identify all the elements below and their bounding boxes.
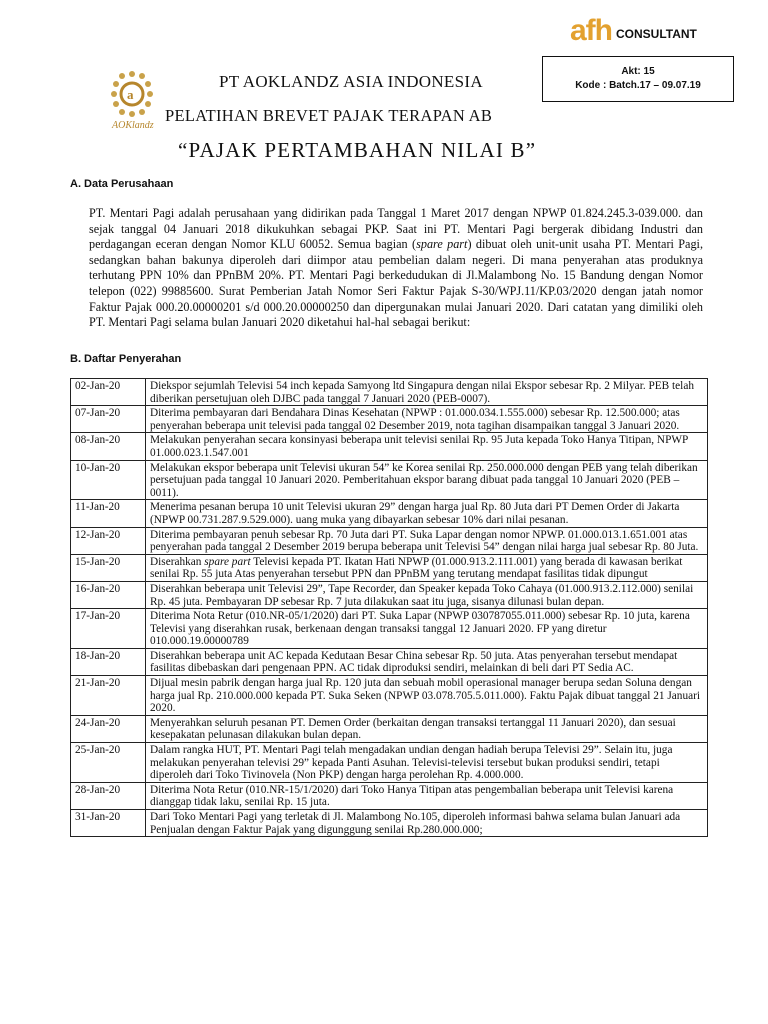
table-row xyxy=(71,527,708,554)
logo-brand: afh xyxy=(570,14,612,47)
row-description: Diserahkan beberapa unit AC kepada Kedutaan Besar China sebesar Rp. 50 juta. Atas penyerahan tersebut mendapat fasilitas dibebaskan dari pengenaan PPN. AC tidak diproduksi sendiri, melainkan di beli dari PT Sedia AC. xyxy=(146,648,708,675)
row-date: 17-Jan-20 xyxy=(71,609,146,649)
paragraph-italic: spare part xyxy=(416,237,468,252)
row-date: 15-Jan-20 xyxy=(71,554,146,581)
left-logo-label: AOKlandz xyxy=(112,120,154,131)
table-row xyxy=(71,648,708,675)
document-title: “PAJAK PERTAMBAHAN NILAI B” xyxy=(178,138,537,162)
row-date: 10-Jan-20 xyxy=(71,460,146,500)
row-description xyxy=(146,554,708,581)
batch-code-box xyxy=(542,56,734,102)
row-date: 08-Jan-20 xyxy=(71,433,146,460)
row-date: 16-Jan-20 xyxy=(71,581,146,608)
table-row xyxy=(71,609,708,649)
row-date: 11-Jan-20 xyxy=(71,500,146,527)
table-row xyxy=(71,500,708,527)
row-description: Diterima Nota Retur (010.NR-05/1/2020) dari PT. Suka Lapar (NPWP 030787055.011.000) sebesar Rp. 10 juta, karena Televisi yang diserahkan rusak, berkenaan dengan transaksi tanggal 12 Januari 2020. FP yang diretur 010.000.19.00000789 xyxy=(146,609,708,649)
svg-text:a: a xyxy=(127,87,134,102)
delivery-table xyxy=(70,378,708,837)
row-description: Diekspor sejumlah Televisi 54 inch kepada Samyong ltd Singapura dengan nilai Ekspor sebesar Rp. 2 Milyar. PEB telah diberikan persetujuan oleh DJBC pada tanggal 7 Januari 2020 (PEB-0007). xyxy=(146,379,708,406)
row-date: 31-Jan-20 xyxy=(71,810,146,837)
table-row xyxy=(71,433,708,460)
batch-code: Kode : Batch.17 – 09.07.19 xyxy=(575,80,701,91)
table-row xyxy=(71,743,708,783)
training-title: PELATIHAN BREVET PAJAK TERAPAN AB xyxy=(165,106,493,125)
row-description: Dijual mesin pabrik dengan harga jual Rp. 120 juta dan sebuah mobil operasional manager berupa sedan Soluna dengan harga jual Rp. 210.000.000 kepada PT. Suka Seken (NPWP 03.078.705.5.011.000). Faktu Pajak dibuat tanggal 21 Januari 2020. xyxy=(146,676,708,716)
row-date: 25-Jan-20 xyxy=(71,743,146,783)
table-row xyxy=(71,379,708,406)
table-row xyxy=(71,406,708,433)
table-row xyxy=(71,676,708,716)
row-date: 18-Jan-20 xyxy=(71,648,146,675)
section-b-title: B. Daftar Penyerahan xyxy=(70,353,182,365)
row-text-italic: spare part xyxy=(204,555,251,568)
company-name: PT AOKLANDZ ASIA INDONESIA xyxy=(219,72,483,91)
row-date: 12-Jan-20 xyxy=(71,527,146,554)
row-description: Diserahkan beberapa unit Televisi 29”, Tape Recorder, dan Speaker kepada Toko Cahaya (01.000.913.2.112.000) senilai Rp. 45 juta. Pembayaran DP sebesar Rp. 7 juta dilakukan saat itu juga, sisanya dilunasi bulan depan. xyxy=(146,581,708,608)
table-row xyxy=(71,782,708,809)
row-description: Diterima Nota Retur (010.NR-15/1/2020) dari Toko Hanya Titipan atas pengembalian beberapa unit Televisi karena dianggap tidak laku, senilai Rp. 15 juta. xyxy=(146,782,708,809)
row-description: Dalam rangka HUT, PT. Mentari Pagi telah mengadakan undian dengan hadiah berupa Televisi 29”. Selain itu, juga melakukan penyerahan televisi 29” kepada Panti Asuhan. Televisi-televisi tersebut bukan produksi sendiri, tetapi diperoleh dari Toko Tivinovela (Non PKP) dengan harga perolehan Rp. 4.000.000. xyxy=(146,743,708,783)
row-date: 02-Jan-20 xyxy=(71,379,146,406)
row-text-prefix: Diserahkan xyxy=(150,555,205,568)
row-description: Menyerahkan seluruh pesanan PT. Demen Order (berkaitan dengan transaksi tertanggal 11 Januari 2020), dan sesuai kesepakatan pelunasan dilakukan bulan depan. xyxy=(146,715,708,742)
afh-consultant-logo-icon xyxy=(570,14,697,48)
paragraph-part-1: PT. Mentari Pagi adalah perusahaan yang didirikan pada Tanggal 1 Maret 2017 dengan NPWP 01.824.245.3-039.000. dan sejak tanggal 04 Januari 2018 dikukuhkan sebagai PKP. Saat ini PT. Mentari Pagi bergerak dibidang Industri dan perdagangan eceran dengan Nomor KLU 60052. Semua bagian ( xyxy=(89,206,703,252)
row-description: Melakukan ekspor beberapa unit Televisi ukuran 54” ke Korea senilai Rp. 250.000.000 dengan PEB yang telah diberikan persetujuan pada tanggal 10 Januari 2020. Pemberitahuan ekspor barang dibuat pada tanggal 10 Januari 2020 (PEB – 0011). xyxy=(146,460,708,500)
row-date: 21-Jan-20 xyxy=(71,676,146,716)
row-date: 07-Jan-20 xyxy=(71,406,146,433)
row-description: Melakukan penyerahan secara konsinyasi beberapa unit televisi senilai Rp. 95 Juta kepada Toko Hanya Titipan, NPWP 01.000.023.1.547.001 xyxy=(146,433,708,460)
logo-consultant-text: CONSULTANT xyxy=(616,27,697,41)
table-row xyxy=(71,715,708,742)
section-a-title: A. Data Perusahaan xyxy=(70,178,174,190)
row-description: Diterima pembayaran penuh sebesar Rp. 70 Juta dari PT. Suka Lapar dengan nomor NPWP. 01.000.013.1.651.001 atas penyerahan pada tanggal 2 Desember 2019 berupa beberapa unit Televisi 54” dengan nilai harga jual sebesar Rp. 80 Juta. xyxy=(146,527,708,554)
company-data-paragraph xyxy=(89,206,703,331)
table-row xyxy=(71,810,708,837)
row-description: Menerima pesanan berupa 10 unit Televisi ukuran 29” dengan harga jual Rp. 80 Juta dari PT Demen Order di Jakarta (NPWP 00.731.287.9.529.000). uang muka yang dibayarkan sebesar 10% dari nilai pesanan. xyxy=(146,500,708,527)
row-description: Dari Toko Mentari Pagi yang terletak di Jl. Malambong No.105, diperoleh informasi bahwa selama bulan Januari ada Penjualan dengan Faktur Pajak yang digunggung senilai Rp.280.000.000; xyxy=(146,810,708,837)
row-date: 28-Jan-20 xyxy=(71,782,146,809)
row-text: Televisi kepada PT. Ikatan Hati NPWP (01.000.913.2.111.001) yang berada di kawasan berikat senilai Rp. 55 juta Atas penyerahan tersebut PPN dan PPnBM yang terutang mendapat fasilitas tidak dipungut xyxy=(150,555,683,581)
table-row xyxy=(71,581,708,608)
paragraph-part-2: ) dibuat oleh unit-unit usaha PT. Mentari Pagi, sedangkan bahan bakunya diperoleh dari diimpor atau pembelian dalam negeri. Di mana penyerahan atas produknya terhutang PPN 10% dan PPnBM 20%. PT. Mentari Pagi berkedudukan di Jl.Malambong No. 15 Bandung dengan Nomor telepon (022) 99885600. Surat Pemberian Jatah Nomor Seri Faktur Pajak S-30/WPJ.11/KP.03/2020 dengan jatah nomor Faktur Pajak 000.20.00000201 s/d 000.20.00000250 dan dipergunakan mulai Januari 2020. Dari catatan yang dimiliki oleh PT. Mentari Pagi selama bulan Januari 2020 diketahui hal-hal sebagai berikut: xyxy=(89,237,703,330)
row-description: Diterima pembayaran dari Bendahara Dinas Kesehatan (NPWP : 01.000.034.1.555.000) sebesar Rp. 12.500.000; atas penyerahan beberapa unit televisi pada tanggal 02 Desember 2019, nota tagihan disampaikan tanggal 3 Januari 2020. xyxy=(146,406,708,433)
akt-number: Akt: 15 xyxy=(621,66,655,77)
table-row xyxy=(71,460,708,500)
row-date: 24-Jan-20 xyxy=(71,715,146,742)
table-row xyxy=(71,554,708,581)
